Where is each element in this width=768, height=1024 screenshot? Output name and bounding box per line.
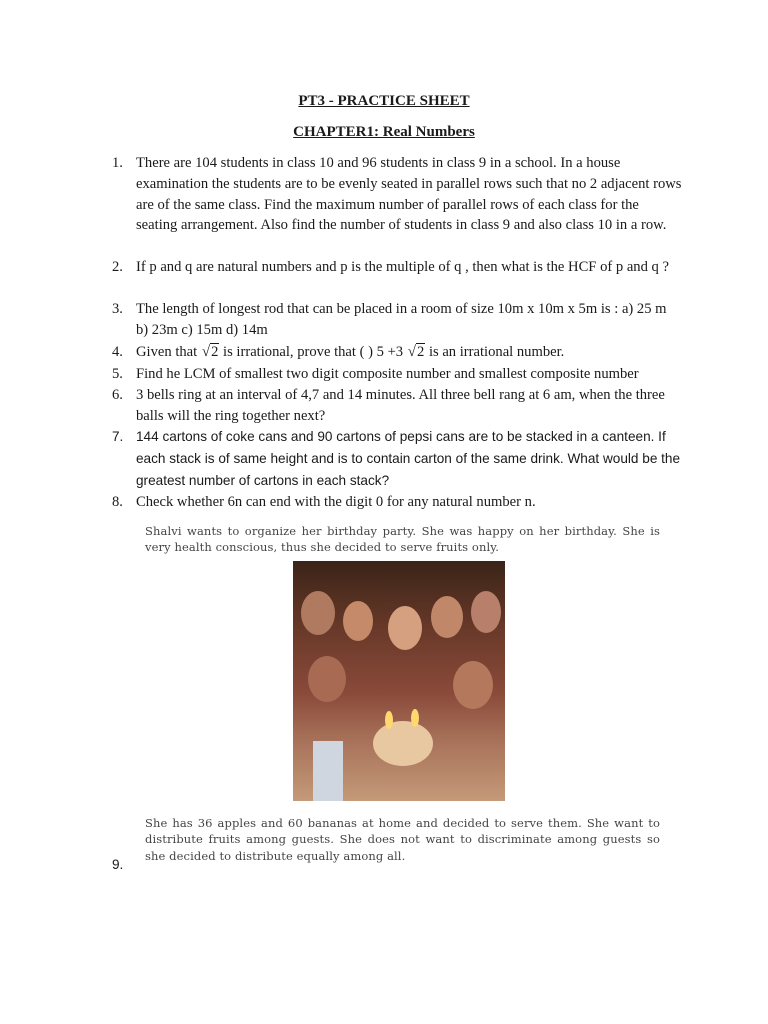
question-text: 3 bells ring at an interval of 4,7 and 14 minutes. All three bell rang at 6 am, when the three balls will the ring together next? [136, 387, 665, 424]
question-8 [112, 492, 682, 513]
question-number: 4. [112, 344, 123, 360]
question-number: 3. [112, 301, 123, 317]
question-number: 7. [112, 429, 124, 444]
sqrt-symbol: √2 [407, 344, 425, 360]
question-number: 2. [112, 259, 123, 275]
birthday-party-photo [293, 561, 505, 801]
question-number: 5. [112, 366, 123, 382]
question-number: 1. [112, 155, 123, 171]
question-3 [112, 299, 682, 341]
question-text: 144 cartons of coke cans and 90 cartons of pepsi cans are to be stacked in a canteen. If each stack is of same height and is to contain carton of the same drink. What would be the greatest number of cartons in each stack? [136, 429, 681, 488]
case-study-body: She has 36 apples and 60 bananas at home and decided to serve them. She want to distribute fruits among guests. She does not want to discriminate among guests so she decided to distribute equally among all. [145, 816, 660, 863]
question-text: The length of longest rod that can be placed in a room of size 10m x 10m x 5m is : a) 25 m b) 23m c) 15m d) 14m [136, 301, 667, 338]
page-title: PT3 - PRACTICE SHEET [298, 93, 470, 109]
question-number: 8. [112, 494, 123, 510]
question-5 [112, 364, 682, 385]
question-text: There are 104 students in class 10 and 96 students in class 9 in a school. In a house examination the students are to be evenly seated in parallel rows such that no 2 adjacent rows are of the same class. Find the maximum number of parallel rows of each class for the seating arrangement. Also find the number of students in class 9 and also class 10 in a row. [136, 155, 682, 234]
question-text: If p and q are natural numbers and p is the multiple of q , then what is the HCF of p and q ? [136, 259, 669, 275]
question-2 [112, 257, 682, 278]
question-4 [112, 342, 682, 363]
sqrt-symbol: √2 [201, 344, 219, 360]
question-number: 6. [112, 387, 123, 403]
chapter-heading: CHAPTER1: Real Numbers [293, 124, 475, 140]
question-9-number: 9. [112, 857, 124, 872]
question-text: Find he LCM of smallest two digit composite number and smallest composite number [136, 366, 639, 382]
case-study-intro: Shalvi wants to organize her birthday party. She was happy on her birthday. She is very health conscious, thus she decided to serve fruits only. [145, 524, 660, 555]
question-1 [112, 153, 682, 236]
question-6 [112, 385, 682, 427]
question-7 [112, 426, 682, 492]
question-text: Check whether 6n can end with the digit 0 for any natural number n. [136, 494, 536, 510]
question-text: Given that √2 is irrational, prove that ( ) 5 +3 √2 is an irrational number. [136, 342, 682, 363]
